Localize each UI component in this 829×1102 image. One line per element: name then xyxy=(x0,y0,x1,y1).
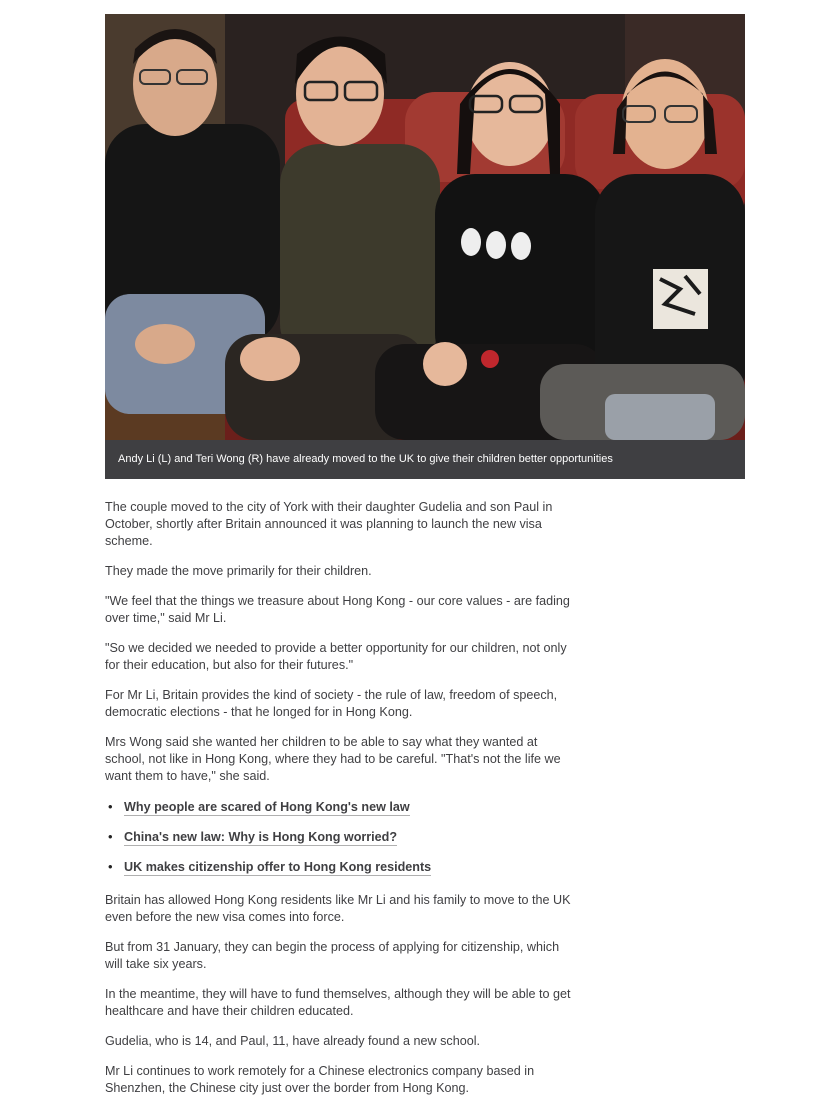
bullet-icon: • xyxy=(108,799,113,814)
related-link-uk-citizenship-offer[interactable]: UK makes citizenship offer to Hong Kong residents xyxy=(124,860,432,874)
paragraph: Mrs Wong said she wanted her children to be able to say what they wanted at school, not like in Hong Kong, where they had to be careful. "That's not the life we want them to have," she said. xyxy=(105,735,561,783)
article-figure xyxy=(105,14,745,479)
paragraph: "So we decided we needed to provide a better opportunity for our children, not only for their education, but also for their futures." xyxy=(105,641,567,672)
paragraph: Gudelia, who is 14, and Paul, 11, have already found a new school. xyxy=(105,1034,481,1048)
list-item xyxy=(105,858,575,888)
related-link-scared-new-law[interactable]: Why people are scared of Hong Kong's new law xyxy=(124,800,410,814)
paragraph: For Mr Li, Britain provides the kind of society - the rule of law, freedom of speech, democratic elections - that he longed for in Hong Kong. xyxy=(105,688,558,719)
photo-caption: Andy Li (L) and Teri Wong (R) have already moved to the UK to give their children better opportunities xyxy=(105,440,745,479)
article-body xyxy=(105,499,575,1102)
list-item xyxy=(105,828,575,858)
paragraph: But from 31 January, they can begin the process of applying for citizenship, which will take six years. xyxy=(105,940,560,971)
paragraph: In the meantime, they will have to fund themselves, although they will be able to get healthcare and have their children educated. xyxy=(105,987,571,1018)
paragraph: They made the move primarily for their children. xyxy=(105,564,372,578)
paragraph: The couple moved to the city of York with their daughter Gudelia and son Paul in October, shortly after Britain announced it was planning to launch the new visa scheme. xyxy=(105,500,553,548)
related-link-china-new-law[interactable]: China's new law: Why is Hong Kong worried? xyxy=(124,830,398,844)
bullet-icon: • xyxy=(108,829,113,844)
paragraph: Mr Li continues to work remotely for a Chinese electronics company based in Shenzhen, the Chinese city just over the border from Hong Kong. xyxy=(105,1064,535,1095)
bullet-icon: • xyxy=(108,859,113,874)
paragraph: "We feel that the things we treasure about Hong Kong - our core values - are fading over time," said Mr Li. xyxy=(105,594,570,625)
family-photo xyxy=(105,14,745,440)
related-links-list xyxy=(105,798,575,888)
list-item xyxy=(105,798,575,828)
paragraph: Britain has allowed Hong Kong residents like Mr Li and his family to move to the UK even before the new visa comes into force. xyxy=(105,893,571,924)
